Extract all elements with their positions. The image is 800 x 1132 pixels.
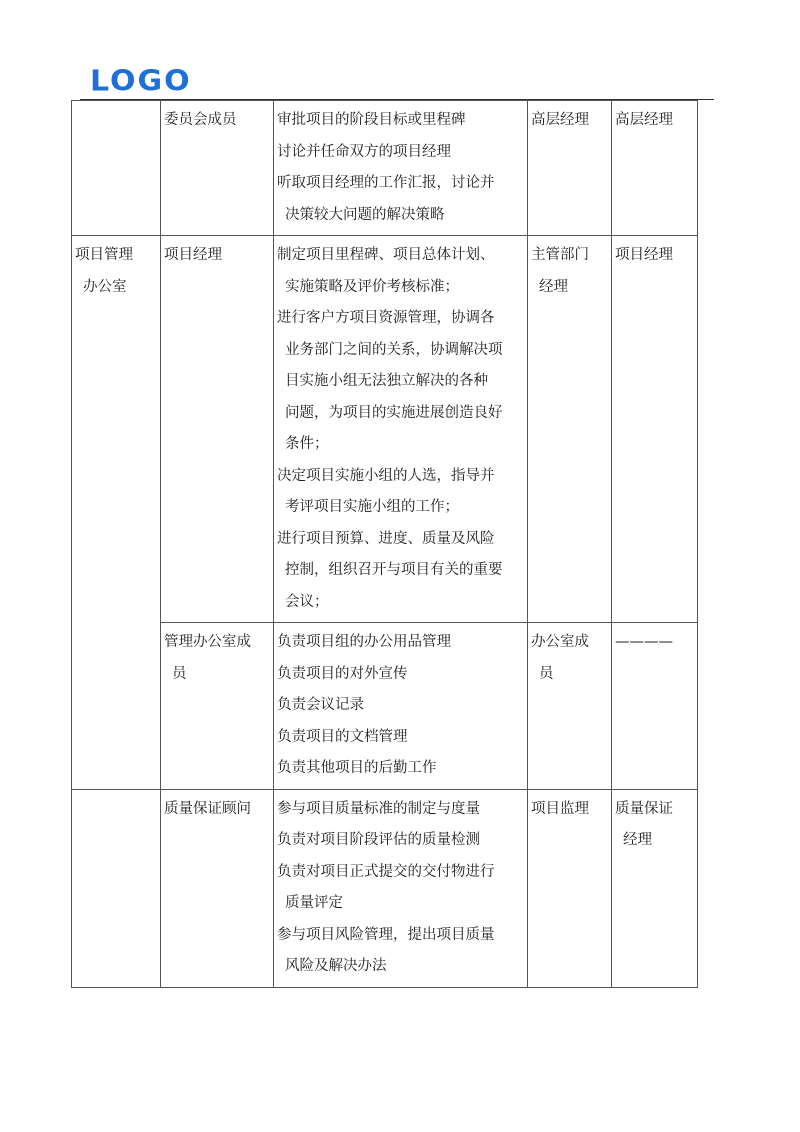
reports-to-cell [528,236,612,623]
appointed-by-line: 经理 [623,832,652,848]
duty-line: 风险及解决办法 [285,958,387,974]
appointed-by-cell: 高层经理 [612,101,698,236]
responsibility-table [71,100,698,988]
appointed-by-cell: ———— [612,623,698,790]
duty-line: 决策较大问题的解决策略 [285,206,445,223]
duty-line: 会议； [285,593,329,610]
duty-line: 参与项目质量标准的制定与度量 [277,800,480,817]
table-row [72,101,698,236]
unit-line: 办公室 [83,278,127,295]
role-cell [161,623,274,790]
role-line: 管理办公室成 [164,634,251,650]
duty-line: 讨论并任命双方的项目经理 [277,143,451,160]
appointed-by-cell [612,789,698,987]
reports-to-line: 主管部门 [531,247,589,263]
table-row [72,236,698,623]
duty-line: 业务部门之间的关系，协调解决项 [285,341,503,358]
duty-line: 条件； [285,436,329,452]
duty-line: 负责对项目阶段评估的质量检测 [277,832,480,848]
duty-line: 负责会议记录 [277,697,364,713]
duty-line: 负责项目的文档管理 [277,728,408,745]
duty-line: 进行客户方项目资源管理，协调各 [277,310,495,326]
appointed-by-cell: 项目经理 [612,236,698,623]
reports-to-line: 经理 [539,278,568,295]
reports-to-line: 办公室成 [531,634,589,650]
reports-to-cell [528,623,612,790]
duty-line: 制定项目里程碑、项目总体计划、 [277,247,495,263]
role-cell: 委员会成员 [161,101,274,236]
duty-line: 质量评定 [285,895,343,911]
reports-to-cell: 项目监理 [528,789,612,987]
duties-cell [274,101,528,236]
logo: LOGO [90,64,192,99]
reports-to-cell: 高层经理 [528,101,612,236]
duty-line: 问题，为项目的实施进展创造良好 [285,404,503,421]
duties-cell [274,623,528,790]
unit-line: 项目管理 [75,247,133,263]
role-line: 员 [172,665,187,682]
duty-line: 决定项目实施小组的人选，指导并 [277,467,495,484]
unit-cell [72,101,161,236]
duty-line: 进行项目预算、进度、质量及风险 [277,530,495,547]
role-cell: 质量保证顾问 [161,789,274,987]
duty-line: 审批项目的阶段目标或里程碑 [277,112,466,128]
unit-cell [72,789,161,987]
duty-line: 目实施小组无法独立解决的各种 [285,373,488,389]
duty-line: 负责项目组的办公用品管理 [277,634,451,650]
reports-to-line: 员 [539,665,554,682]
duty-line: 负责对项目正式提交的交付物进行 [277,863,495,880]
duty-line: 负责项目的对外宣传 [277,665,408,682]
table-row [72,623,698,790]
duties-cell [274,236,528,623]
duty-line: 负责其他项目的后勤工作 [277,760,437,776]
appointed-by-line: 质量保证 [615,800,673,817]
duty-line: 实施策略及评价考核标准； [285,278,459,295]
role-cell: 项目经理 [161,236,274,623]
duty-line: 参与项目风险管理，提出项目质量 [277,926,495,943]
duty-line: 考评项目实施小组的工作； [285,499,459,515]
unit-cell [72,236,161,790]
duty-line: 听取项目经理的工作汇报，讨论并 [277,175,495,191]
duties-cell [274,789,528,987]
duty-line: 控制，组织召开与项目有关的重要 [285,562,503,578]
table-row [72,789,698,987]
